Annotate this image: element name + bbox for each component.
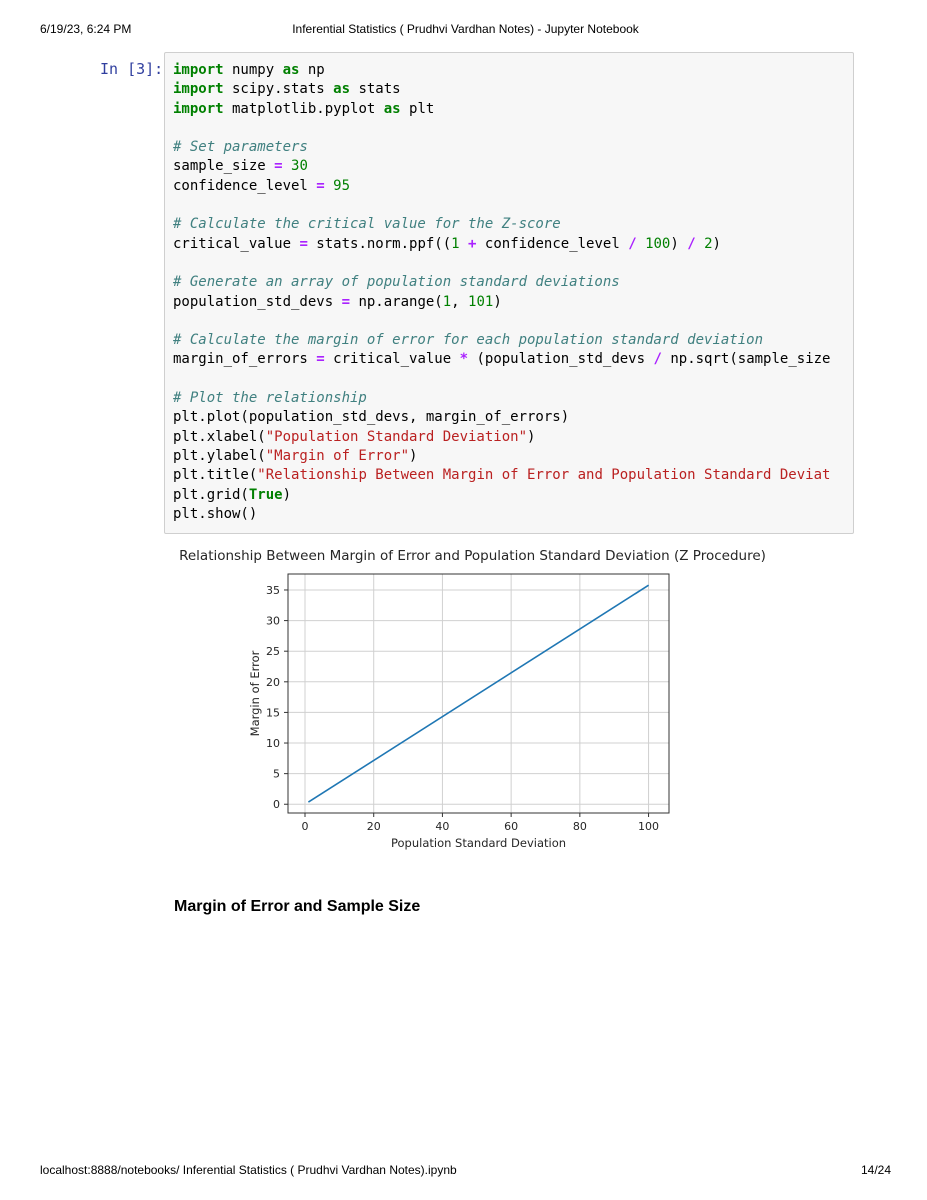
code-text: [283, 158, 291, 174]
code-text: plt.grid(: [173, 486, 249, 503]
code-text: stats.norm.ppf((: [307, 235, 452, 252]
code-line: [173, 409, 569, 425]
print-url: localhost:8888/notebooks/ Inferential Statistics ( Prudhvi Vardhan Notes).ipynb: [40, 1163, 457, 1177]
y-tick-label: 0: [273, 798, 280, 812]
print-datetime: 6/19/23, 6:24 PM: [40, 22, 132, 36]
y-tick-label: 30: [266, 614, 280, 628]
chart-title: Relationship Between Margin of Error and Population Standard Deviation (Z Procedure): [179, 548, 766, 564]
code-line: [173, 294, 502, 310]
code-operator: *: [459, 351, 469, 368]
code-text: scipy.stats: [223, 81, 334, 98]
code-text: np.arange(: [350, 293, 443, 310]
code-text: plt.plot(population_std_devs, margin_of_errors): [173, 409, 570, 426]
code-keyword: as: [383, 100, 401, 117]
section-heading: Margin of Error and Sample Size: [174, 898, 421, 915]
code-text: ,: [451, 293, 469, 310]
code-text: critical_value: [173, 235, 300, 252]
x-axis-label: Population Standard Deviation: [390, 836, 567, 850]
code-input[interactable]: [173, 61, 830, 524]
code-text: matplotlib.pyplot: [223, 100, 384, 117]
y-tick-label: 35: [266, 583, 280, 597]
code-line: [173, 236, 721, 252]
code-text: stats: [350, 81, 401, 98]
y-tick-label: 20: [266, 675, 280, 689]
code-text: confidence_level: [173, 177, 317, 194]
code-number: 1: [442, 293, 452, 310]
code-number: 100: [645, 235, 671, 252]
code-text: (population_std_devs: [468, 351, 654, 368]
code-text: plt.ylabel(: [173, 447, 266, 464]
code-text: critical_value: [324, 351, 460, 368]
code-line: [173, 216, 561, 232]
code-keyword: import: [173, 100, 224, 117]
code-text: ): [670, 235, 688, 252]
x-tick-label: 80: [572, 820, 587, 833]
code-cell[interactable]: [164, 52, 854, 534]
code-line: [173, 467, 830, 483]
x-tick-label: 0: [301, 820, 309, 833]
cell-prompt: In [3]:: [100, 60, 164, 78]
code-text: ): [712, 235, 721, 252]
y-tick-label: 25: [266, 645, 280, 659]
print-document-title: Inferential Statistics ( Prudhvi Vardhan Notes) - Jupyter Notebook: [292, 22, 639, 36]
code-text: numpy: [223, 62, 283, 78]
line-chart: [170, 540, 790, 860]
code-text: ): [527, 428, 536, 445]
code-comment: # Generate an array of population standard deviations: [173, 274, 620, 291]
y-tick-label: 15: [266, 706, 280, 720]
code-text: [460, 236, 468, 252]
code-text: plt.title(: [173, 467, 258, 484]
code-line: [173, 158, 308, 174]
code-text: np.sqrt(sample_size: [661, 351, 831, 368]
code-operator: =: [299, 235, 308, 252]
x-tick-label: 20: [366, 820, 381, 833]
code-string: "Population Standard Deviation": [265, 428, 528, 445]
code-number: 1: [451, 235, 460, 252]
code-operator: =: [341, 293, 351, 310]
code-line: [173, 506, 257, 522]
code-line: [173, 101, 434, 117]
code-text: sample_size: [173, 158, 275, 175]
code-line: [173, 274, 620, 290]
code-text: ): [493, 293, 502, 310]
chart-output: [170, 540, 790, 865]
x-tick-label: 40: [435, 820, 450, 833]
code-operator: +: [468, 235, 477, 252]
code-operator: =: [316, 351, 325, 368]
y-tick-label: 5: [273, 767, 280, 781]
code-operator: /: [653, 351, 662, 368]
code-string: "Relationship Between Margin of Error and Population Standard Deviat: [257, 467, 831, 484]
code-number: 95: [333, 177, 351, 194]
code-operator: =: [316, 177, 325, 194]
code-keyword: as: [333, 81, 351, 98]
code-string: "Margin of Error": [265, 447, 410, 464]
code-keyword: True: [248, 486, 283, 503]
code-line: [173, 429, 535, 445]
code-comment: # Calculate the critical value for the Z-score: [173, 216, 561, 233]
code-text: population_std_devs: [173, 293, 342, 310]
code-keyword: import: [173, 81, 224, 98]
code-comment: # Set parameters: [173, 139, 308, 156]
code-line: [173, 390, 367, 406]
code-operator: =: [274, 158, 283, 175]
code-line: [173, 178, 350, 194]
code-operator: /: [628, 235, 637, 252]
code-text: [637, 236, 645, 252]
code-text: [696, 236, 704, 252]
code-line: [173, 62, 325, 78]
code-text: ): [409, 447, 418, 464]
code-text: [325, 178, 333, 194]
code-comment: # Plot the relationship: [173, 390, 367, 407]
code-operator: /: [687, 235, 696, 252]
code-keyword: import: [173, 62, 224, 78]
code-text: margin_of_errors: [173, 351, 317, 368]
y-axis-label: Margin of Error: [248, 650, 262, 737]
code-text: ): [282, 486, 292, 503]
code-number: 101: [468, 293, 494, 310]
y-tick-label: 10: [266, 737, 280, 751]
code-text: plt.xlabel(: [173, 428, 266, 445]
code-number: 30: [291, 158, 308, 175]
code-line: [173, 351, 830, 367]
code-number: 2: [704, 235, 713, 252]
print-footer: [40, 1163, 891, 1179]
code-text: np: [299, 62, 325, 78]
code-line: [173, 448, 417, 464]
code-line: [173, 139, 308, 155]
code-text: plt.show(): [173, 505, 258, 522]
code-text: confidence_level: [476, 235, 629, 252]
code-line: [173, 332, 763, 348]
code-line: [173, 487, 291, 503]
code-comment: # Calculate the margin of error for each population standard deviation: [173, 332, 764, 349]
x-tick-label: 100: [638, 820, 660, 833]
print-header: [40, 22, 891, 38]
code-line: [173, 81, 401, 97]
print-page-number: 14/24: [860, 1163, 891, 1177]
x-tick-label: 60: [504, 820, 519, 833]
code-text: plt: [400, 100, 435, 117]
code-keyword: as: [282, 62, 300, 78]
